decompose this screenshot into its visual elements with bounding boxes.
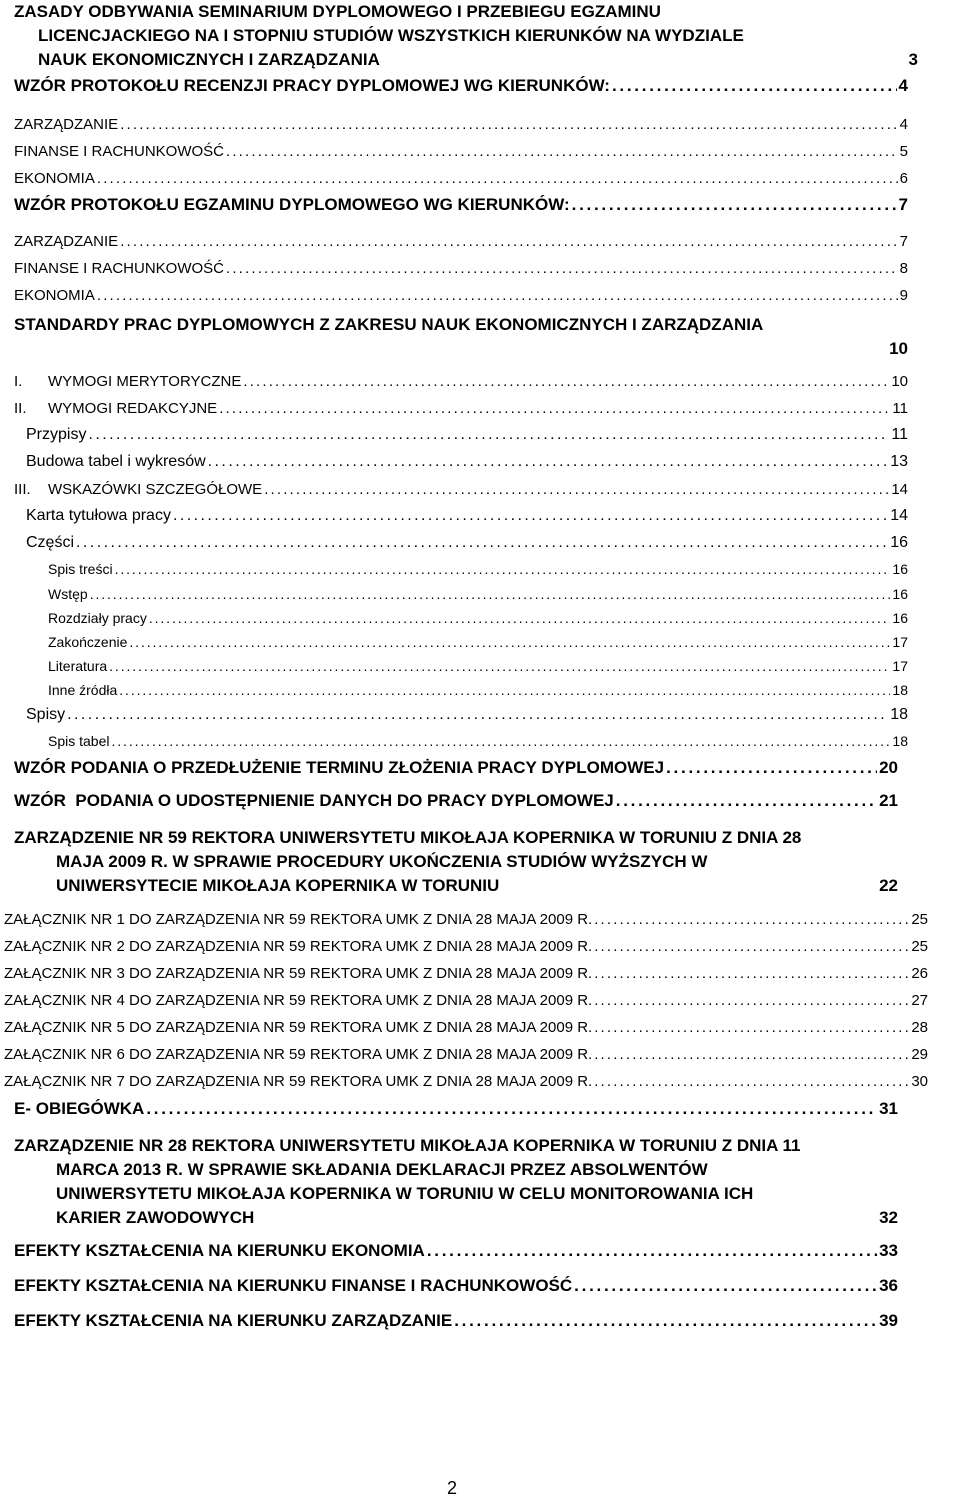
toc-entry-title: WSKAZÓWKI SZCZEGÓŁOWE: [48, 481, 263, 498]
toc-entry-zarzadzenie-28[interactable]: [14, 1134, 954, 1230]
leader-dots: [90, 586, 891, 602]
leader-dots: [254, 1206, 879, 1230]
toc-entry-title: Części: [26, 534, 75, 551]
leader-dots: [594, 965, 909, 982]
leader-dots: [208, 453, 889, 471]
toc-entry-page: 17: [892, 634, 908, 650]
toc-entry[interactable]: [48, 586, 908, 602]
toc-entry-title: E- OBIEGÓWKA: [14, 1099, 145, 1118]
leader-dots: [594, 992, 909, 1009]
toc-entry-page: 9: [899, 287, 908, 304]
toc-entry-page: 22: [879, 876, 898, 895]
toc-entry[interactable]: [14, 791, 898, 811]
toc-entry-page: 36: [879, 1276, 898, 1295]
toc-entry-last-line: KARIER ZAWODOWYCH 32: [56, 1206, 898, 1230]
toc-entry-title-line: MAJA 2009 R. W SPRAWIE PROCEDURY UKOŃCZENIA STUDIÓW WYŻSZYCH W: [56, 852, 708, 871]
toc-entry[interactable]: [26, 534, 908, 552]
toc-entry-title: EKONOMIA: [14, 170, 95, 187]
toc-entry-page: 7: [899, 233, 908, 250]
toc-entry-title: EFEKTY KSZTAŁCENIA NA KIERUNKU FINANSE I RACHUNKOWOŚĆ: [14, 1276, 573, 1295]
toc-entry-page: 8: [899, 260, 908, 277]
toc-entry[interactable]: [14, 170, 908, 187]
toc-entry-page: 4: [899, 116, 908, 133]
toc-entry-title: EFEKTY KSZTAŁCENIA NA KIERUNKU ZARZĄDZANIE: [14, 1311, 453, 1330]
toc-entry-last-line: UNIWERSYTECIE MIKOŁAJA KOPERNIKA W TORUNIU 22: [56, 874, 898, 898]
toc-entry[interactable]: [14, 260, 908, 277]
leader-dots: [119, 682, 890, 698]
toc-entry-page: 10: [889, 339, 908, 358]
toc-entry-page: 30: [911, 1073, 928, 1090]
toc-entry-title: FINANSE I RACHUNKOWOŚĆ: [14, 143, 225, 160]
toc-entry-title: ZAŁĄCZNIK NR 2 DO ZARZĄDZENIA NR 59 REKTORA UMK Z DNIA 28 MAJA 2009 R.: [4, 938, 593, 955]
toc-entry-number: II.: [14, 400, 27, 417]
toc-entry-number: I.: [14, 373, 23, 390]
toc-entry-title-line: ZARZĄDZENIE NR 59 REKTORA UNIWERSYTETU MIKOŁAJA KOPERNIKA W TORUNIU Z DNIA 28: [14, 828, 802, 847]
toc-entry-page: 29: [911, 1046, 928, 1063]
leader-dots: [226, 260, 898, 277]
toc-entry-page: 39: [879, 1311, 898, 1330]
toc-entry[interactable]: [48, 561, 908, 577]
leader-dots: [120, 233, 897, 250]
toc-entry[interactable]: [14, 233, 908, 250]
toc-entry-title: ZARZĄDZANIE: [14, 116, 119, 133]
leader-dots: [226, 143, 898, 160]
toc-entry-title: FINANSE I RACHUNKOWOŚĆ: [14, 260, 225, 277]
toc-entry-title: Spis tabel: [48, 733, 110, 749]
toc-entry-page: 18: [892, 682, 908, 698]
toc-entry-page: 16: [890, 534, 908, 551]
toc-entry[interactable]: [14, 1099, 898, 1119]
leader-dots: [173, 507, 888, 525]
leader-dots: [129, 634, 890, 650]
toc-entry-page: 11: [892, 400, 908, 417]
leader-dots: [454, 1311, 877, 1331]
toc-entry-page: 18: [890, 706, 908, 723]
toc-entry[interactable]: [14, 76, 908, 96]
toc-entry-standardy[interactable]: [14, 313, 914, 361]
toc-entry-title: Przypisy: [26, 426, 87, 443]
toc-entry-title: WYMOGI MERYTORYCZNE: [48, 373, 242, 390]
toc-entry[interactable]: [48, 733, 908, 749]
toc-entry-page: 7: [898, 195, 908, 214]
leader-dots: [76, 534, 888, 552]
leader-dots: [499, 874, 879, 898]
toc-entry-title: ZAŁĄCZNIK NR 4 DO ZARZĄDZENIA NR 59 REKTORA UMK Z DNIA 28 MAJA 2009 R.: [4, 992, 593, 1009]
toc-entry-title: Literatura: [48, 658, 108, 674]
toc-entry-page: 13: [890, 453, 908, 470]
toc-entry-page: 25: [911, 938, 928, 955]
toc-entry-page: 14: [890, 507, 908, 524]
toc-entry-title: Spis treści: [48, 561, 113, 577]
toc-entry[interactable]: [48, 682, 908, 698]
page-number: 2: [447, 1478, 458, 1498]
leader-dots: [67, 706, 888, 724]
leader-dots: [572, 195, 897, 215]
toc-entry[interactable]: [48, 610, 908, 626]
toc-entry-title: STANDARDY PRAC DYPLOMOWYCH Z ZAKRESU NAUK EKONOMICZNYCH I ZARZĄDZANIA: [14, 315, 764, 334]
toc-entry[interactable]: [26, 426, 908, 444]
toc-entry-title: WYMOGI REDAKCYJNE: [48, 400, 218, 417]
toc-entry[interactable]: [14, 1241, 898, 1261]
toc-entry-title: Karta tytułowa pracy: [26, 507, 171, 524]
toc-entry[interactable]: [4, 1073, 928, 1090]
leader-dots: [120, 116, 897, 133]
leader-dots: [88, 426, 889, 444]
toc-entry-page: 25: [911, 911, 928, 928]
toc-entry-page: 16: [892, 610, 908, 626]
leader-dots: [574, 1276, 877, 1296]
toc-entry-last-line: NAUK EKONOMICZNYCH I ZARZĄDZANIA 3: [38, 48, 918, 72]
leader-dots: [56, 337, 889, 361]
toc-entry-title: WZÓR PODANIA O PRZEDŁUŻENIE TERMINU ZŁOŻENIA PRACY DYPLOMOWEJ: [14, 758, 665, 777]
toc-entry-page: 14: [891, 481, 908, 498]
leader-dots: [115, 561, 891, 577]
leader-dots: [616, 791, 877, 811]
leader-dots: [111, 733, 890, 749]
toc-entry-title: WZÓR PROTOKOŁU RECENZJI PRACY DYPLOMOWEJ WG KIERUNKÓW:: [14, 76, 610, 95]
toc-entry-page: 17: [892, 658, 908, 674]
toc-entry[interactable]: [14, 400, 908, 417]
toc-entry-number: III.: [14, 481, 31, 498]
toc-entry-page: 26: [911, 965, 928, 982]
toc-entry-title: WZÓR PROTOKOŁU EGZAMINU DYPLOMOWEGO WG KIERUNKÓW:: [14, 195, 570, 214]
leader-dots: [264, 481, 889, 498]
toc-entry[interactable]: [26, 453, 908, 471]
toc-entry-title: Wstęp: [48, 586, 88, 602]
toc-entry-page: 4: [898, 76, 908, 95]
toc-entry-page: 16: [892, 586, 908, 602]
toc-entry[interactable]: [26, 507, 908, 525]
toc-entry-title: ZAŁĄCZNIK NR 6 DO ZARZĄDZENIA NR 59 REKTORA UMK Z DNIA 28 MAJA 2009 R.: [4, 1046, 593, 1063]
toc-entry-page: 10: [891, 373, 908, 390]
leader-dots: [109, 658, 890, 674]
toc-entry-title-line: ZARZĄDZENIE NR 28 REKTORA UNIWERSYTETU MIKOŁAJA KOPERNIKA W TORUNIU Z DNIA 11: [14, 1136, 801, 1155]
leader-dots: [427, 1241, 877, 1261]
leader-dots: [666, 758, 877, 778]
toc-entry-title: Inne źródła: [48, 682, 118, 698]
toc-entry-title: ZAŁĄCZNIK NR 7 DO ZARZĄDZENIA NR 59 REKTORA UMK Z DNIA 28 MAJA 2009 R.: [4, 1073, 593, 1090]
toc-entry[interactable]: [14, 143, 908, 160]
toc-entry[interactable]: [26, 706, 908, 724]
toc-entry-page: 18: [892, 733, 908, 749]
toc-entry-title-line: LICENCJACKIEGO NA I STOPNIU STUDIÓW WSZYSTKICH KIERUNKÓW NA WYDZIALE: [38, 26, 744, 45]
toc-entry[interactable]: [14, 481, 908, 498]
toc-entry[interactable]: [48, 634, 908, 650]
toc-entry-page: 11: [891, 426, 908, 443]
leader-dots: [594, 1046, 909, 1063]
toc-entry-title: ZAŁĄCZNIK NR 1 DO ZARZĄDZENIA NR 59 REKTORA UMK Z DNIA 28 MAJA 2009 R.: [4, 911, 593, 928]
toc-entry-title-line: MARCA 2013 R. W SPRAWIE SKŁADANIA DEKLARACJI PRZEZ ABSOLWENTÓW: [56, 1160, 708, 1179]
leader-dots: [97, 287, 898, 304]
toc-entry-title-line: UNIWERSYTETU MIKOŁAJA KOPERNIKA W TORUNIU W CELU MONITOROWANIA ICH: [56, 1184, 754, 1203]
toc-entry-page: 16: [892, 561, 908, 577]
toc-entry[interactable]: [14, 1311, 898, 1331]
toc-entry[interactable]: [4, 911, 928, 928]
toc-entry-seminarium[interactable]: [14, 0, 934, 72]
toc-entry-title: Rozdziały pracy: [48, 610, 147, 626]
toc-entry-title: Zakończenie: [48, 634, 128, 650]
toc-entry[interactable]: [14, 373, 908, 390]
toc-entry[interactable]: [14, 195, 908, 215]
toc-entry-page: 31: [879, 1099, 898, 1118]
toc-entry[interactable]: [14, 1276, 898, 1296]
toc-entry[interactable]: [4, 965, 928, 982]
leader-dots: [594, 1073, 909, 1090]
toc-entry[interactable]: [14, 758, 898, 778]
leader-dots: [594, 911, 909, 928]
toc-entry-last-line: [56, 337, 908, 361]
toc-entry-page: 33: [879, 1241, 898, 1260]
toc-entry-title: ZAŁĄCZNIK NR 5 DO ZARZĄDZENIA NR 59 REKTORA UMK Z DNIA 28 MAJA 2009 R.: [4, 1019, 593, 1036]
leader-dots: [594, 938, 909, 955]
leader-dots: [146, 1099, 877, 1119]
toc-entry-title: WZÓR PODANIA O UDOSTĘPNIENIE DANYCH DO PRACY DYPLOMOWEJ: [14, 791, 614, 810]
toc-entry-page: 27: [911, 992, 928, 1009]
leader-dots: [219, 400, 890, 417]
toc-entry[interactable]: [4, 992, 928, 1009]
leader-dots: [380, 48, 909, 72]
toc-entry-page: 5: [899, 143, 908, 160]
toc-entry-title: EKONOMIA: [14, 287, 95, 304]
leader-dots: [97, 170, 898, 187]
toc-entry-page: 21: [879, 791, 898, 810]
toc-entry[interactable]: [4, 1046, 928, 1063]
toc-entry[interactable]: [14, 287, 908, 304]
toc-entry-title: Budowa tabel i wykresów: [26, 453, 206, 470]
leader-dots: [612, 76, 897, 96]
toc-entry[interactable]: [4, 938, 928, 955]
toc-entry-page: 32: [879, 1208, 898, 1227]
toc-entry-title: ZARZĄDZANIE: [14, 233, 119, 250]
toc-entry-title: Spisy: [26, 706, 66, 723]
toc-entry-zarzadzenie-59[interactable]: [14, 826, 954, 898]
toc-entry[interactable]: [48, 658, 908, 674]
toc-entry-page: 28: [911, 1019, 928, 1036]
leader-dots: [149, 610, 891, 626]
leader-dots: [594, 1019, 909, 1036]
toc-entry[interactable]: [4, 1019, 928, 1036]
toc-entry-title-line: ZASADY ODBYWANIA SEMINARIUM DYPLOMOWEGO I PRZEBIEGU EGZAMINU: [14, 2, 661, 21]
toc-entry-title: EFEKTY KSZTAŁCENIA NA KIERUNKU EKONOMIA: [14, 1241, 425, 1260]
toc-entry-title: ZAŁĄCZNIK NR 3 DO ZARZĄDZENIA NR 59 REKTORA UMK Z DNIA 28 MAJA 2009 R.: [4, 965, 593, 982]
leader-dots: [243, 373, 889, 390]
toc-entry[interactable]: [14, 116, 908, 133]
toc-entry-page: 20: [879, 758, 898, 777]
toc-entry-page: 6: [899, 170, 908, 187]
toc-entry-page: 3: [908, 50, 918, 69]
